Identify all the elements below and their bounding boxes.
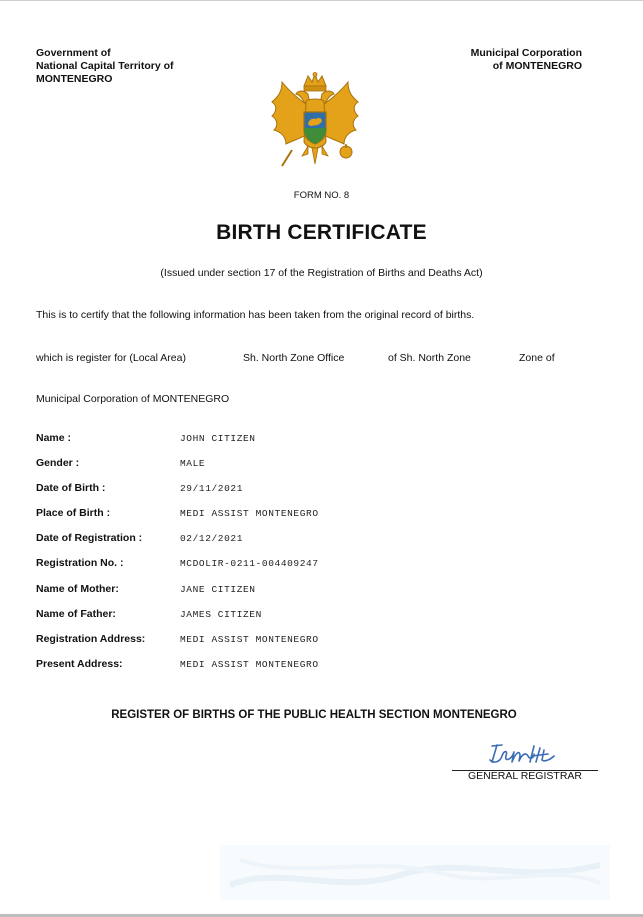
- field-label: Name of Mother:: [36, 582, 119, 595]
- registrar-title: GENERAL REGISTRAR: [468, 770, 582, 782]
- certification-statement: This is to certify that the following information has been taken from the original record of births.: [36, 309, 475, 321]
- field-value: MEDI ASSIST MONTENEGRO: [180, 658, 319, 670]
- field-label: Registration No. :: [36, 557, 124, 570]
- montenegro-coat-of-arms-icon: [268, 72, 362, 176]
- field-row-present-address: [36, 658, 456, 683]
- north-zone: of Sh. North Zone: [388, 352, 471, 364]
- field-row-date-of-birth: [36, 482, 456, 507]
- field-label: Date of Birth :: [36, 482, 106, 495]
- field-value: MEDI ASSIST MONTENEGRO: [180, 508, 319, 520]
- municipal-header-line: Municipal Corporation: [470, 47, 582, 59]
- field-row-place-of-birth: [36, 507, 456, 532]
- field-value: MEDI ASSIST MONTENEGRO: [180, 633, 319, 645]
- faint-watermark: [220, 845, 610, 900]
- register-heading: REGISTER OF BIRTHS OF THE PUBLIC HEALTH SECTION MONTENEGRO: [111, 709, 517, 721]
- municipal-header: [471, 47, 582, 73]
- local-area-prefix: which is register for (Local Area): [36, 352, 186, 364]
- certificate-fields: [36, 432, 456, 683]
- form-number: FORM NO. 8: [293, 190, 350, 201]
- field-row-gender: [36, 457, 456, 482]
- zone-office: Sh. North Zone Office: [243, 352, 345, 364]
- government-header-line: MONTENEGRO: [36, 73, 113, 85]
- field-label: Place of Birth :: [36, 507, 111, 520]
- field-row-registration-no: [36, 557, 456, 582]
- certificate-title: BIRTH CERTIFICATE: [216, 221, 427, 244]
- government-header-line: Government of: [36, 47, 111, 59]
- field-row-name: [36, 432, 456, 457]
- field-label: Date of Registration :: [36, 532, 143, 545]
- certificate-subtitle: (Issued under section 17 of the Registration of Births and Deaths Act): [160, 267, 483, 279]
- municipal-corporation-line: Municipal Corporation of MONTENEGRO: [36, 393, 230, 405]
- field-row-name-of-father: [36, 608, 456, 633]
- field-row-name-of-mother: [36, 583, 456, 608]
- field-value: JANE CITIZEN: [180, 583, 256, 595]
- field-value: 02/12/2021: [180, 533, 244, 545]
- handwritten-signature-icon: [484, 740, 564, 766]
- field-value: JAMES CITIZEN: [180, 608, 262, 620]
- field-label: Present Address:: [36, 657, 123, 670]
- field-value: MALE: [180, 458, 206, 470]
- field-label: Gender :: [36, 457, 80, 470]
- field-label: Registration Address:: [36, 632, 146, 645]
- field-value: MCDOLIR-0211-004409247: [180, 558, 319, 570]
- field-label: Name :: [36, 432, 72, 444]
- field-label: Name of Father:: [36, 607, 116, 620]
- field-value: 29/11/2021: [180, 483, 244, 495]
- government-header-line: National Capital Territory of: [36, 60, 174, 72]
- municipal-header-line: of MONTENEGRO: [492, 60, 582, 72]
- field-value: JOHN CITIZEN: [180, 433, 256, 444]
- field-row-registration-address: [36, 633, 456, 658]
- government-header: [36, 47, 174, 86]
- zone-of-label: Zone of: [519, 352, 555, 364]
- field-row-date-of-registration: [36, 532, 456, 557]
- page-top-border: [0, 0, 643, 1]
